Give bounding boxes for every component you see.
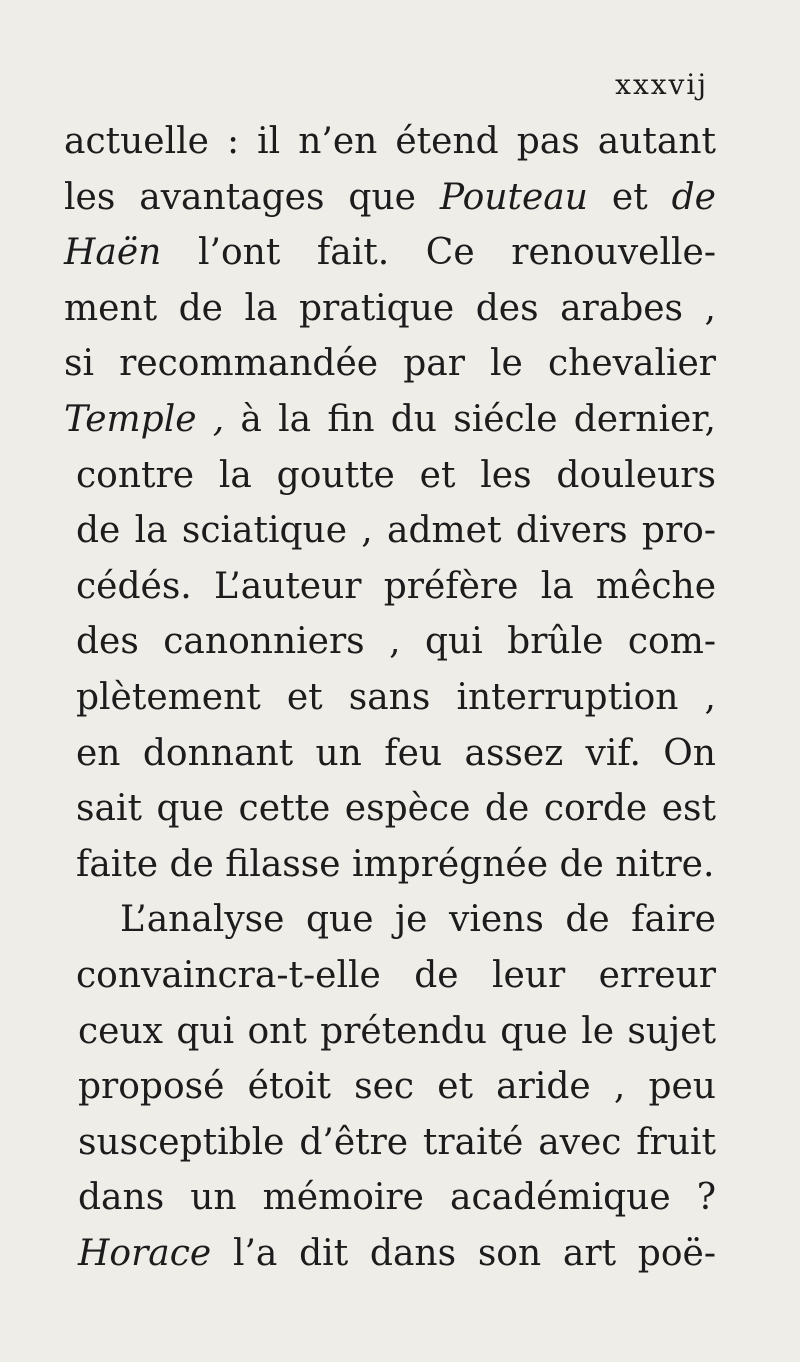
text-run: de la sciatique , admet divers pro-	[76, 510, 716, 552]
text-run: proposé étoit sec et aride , peu	[78, 1066, 716, 1108]
text-line	[64, 781, 716, 837]
text-run: actuelle : il n’en étend pas autant	[64, 121, 716, 162]
text-run: ment de la pratique des arabes ,	[64, 287, 716, 329]
text-run: l’a dit dans son art poë-	[211, 1232, 716, 1274]
text-line	[64, 225, 716, 281]
text-line	[64, 281, 716, 337]
page-number: xxxvij	[615, 68, 708, 101]
italic-text: de	[671, 176, 716, 218]
text-run: sait que cette espèce de corde est	[76, 788, 716, 830]
text-line	[64, 726, 716, 782]
text-line	[64, 614, 716, 670]
text-run: à la fin du siécle dernier,	[224, 398, 716, 440]
text-line	[64, 448, 716, 504]
text-line	[64, 1059, 716, 1115]
text-run: si recommandée par le chevalier	[64, 343, 716, 385]
italic-text: Temple ,	[64, 398, 225, 440]
text-run: faite de filasse imprégnée de nitre.	[76, 843, 715, 885]
body-text	[64, 114, 716, 1281]
text-line	[64, 559, 716, 615]
text-line	[64, 670, 716, 726]
italic-text: Horace	[78, 1232, 212, 1274]
text-run: et	[587, 176, 672, 218]
text-line	[64, 1170, 716, 1226]
text-run: convaincra-t-elle de leur erreur	[76, 954, 716, 996]
text-run: susceptible d’être traité avec fruit	[78, 1121, 716, 1163]
text-line	[64, 114, 716, 170]
italic-text: Pouteau	[439, 176, 588, 218]
text-run: contre la goutte et les douleurs	[76, 454, 716, 496]
text-line	[64, 1226, 716, 1282]
text-run: dans un mémoire académique ?	[78, 1177, 716, 1219]
text-run: L’analyse que je viens de faire	[120, 899, 716, 941]
text-line	[64, 892, 716, 948]
text-line	[64, 170, 716, 226]
text-line	[64, 948, 716, 1004]
text-run: les avantages que	[64, 176, 440, 218]
text-run: en donnant un feu assez vif. On	[76, 732, 716, 774]
text-line	[64, 336, 716, 392]
text-run: plètement et sans interruption ,	[76, 676, 716, 718]
text-line	[64, 1004, 716, 1060]
text-run: ceux qui ont prétendu que le sujet	[78, 1010, 716, 1052]
text-run: des canonniers , qui brûle com-	[76, 621, 716, 663]
text-run: l’ont fait. Ce renouvelle-	[161, 232, 716, 274]
italic-text: Haën	[64, 232, 162, 274]
text-line	[64, 503, 716, 559]
text-line	[64, 392, 716, 448]
text-run: cédés. L’auteur préfère la mêche	[76, 565, 716, 607]
text-line	[64, 1115, 716, 1171]
text-line	[64, 837, 716, 893]
